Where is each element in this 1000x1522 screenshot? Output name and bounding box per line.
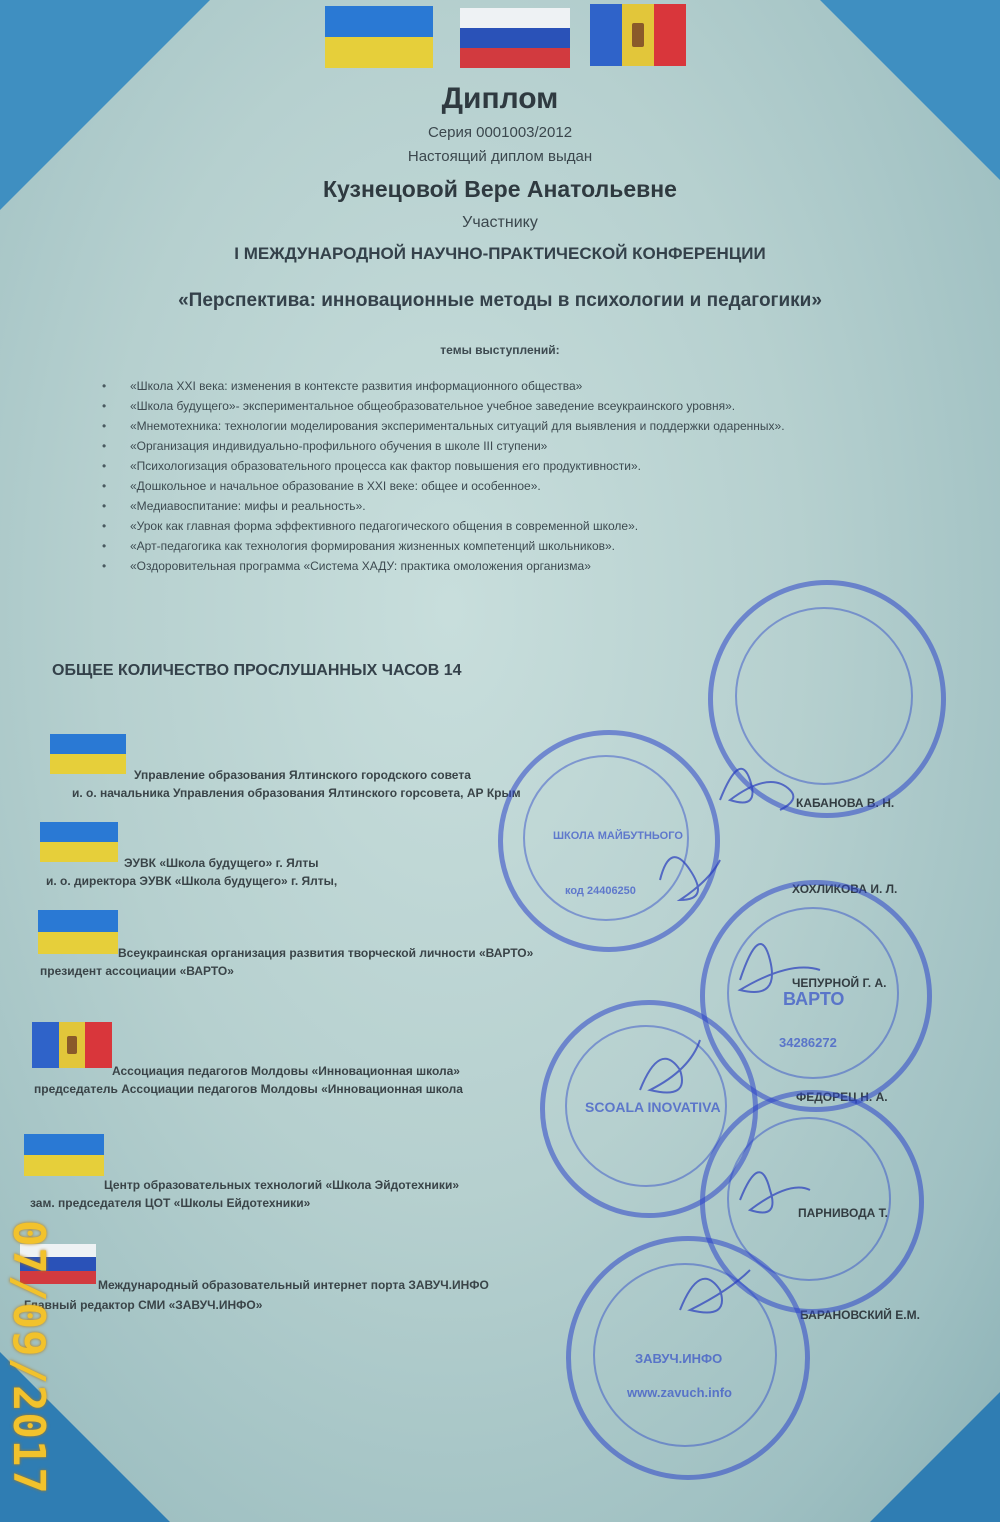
stamp-text: www.zavuch.info	[627, 1385, 732, 1400]
signatory-position: и. о. директора ЭУВК «Школа будущего» г. Ялты,	[46, 874, 338, 888]
signatory-name: ХОХЛИКОВА И. Л.	[792, 882, 898, 896]
signatory-position: президент ассоциации «ВАРТО»	[40, 964, 234, 978]
list-item: • «Психологизация образовательного процесса как фактор повышения его продуктивности».	[112, 458, 932, 475]
signatory-position: и. о. начальника Управления образования Ялтинского горсовета, АР Крым	[72, 786, 521, 800]
list-item: • «Школа XXI века: изменения в контексте развития информационного общества»	[112, 378, 932, 395]
signatory-name: БАРАНОВСКИЙ Е.М.	[800, 1308, 920, 1322]
signatory-org: Центр образовательных технологий «Школа Эйдотехники»	[104, 1178, 459, 1192]
topics-list	[112, 378, 932, 578]
list-item: • «Урок как главная форма эффективного педагогического общения в современной школе».	[112, 518, 932, 535]
signatory-org: Всеукраинская организация развития творческой личности «ВАРТО»	[118, 946, 534, 960]
signatory-org: Ассоциация педагогов Молдовы «Инновационная школа»	[112, 1064, 460, 1078]
ukraine-flag-icon	[40, 822, 118, 862]
russia-flag-icon	[460, 8, 570, 68]
signatory-org: Управление образования Ялтинского городского совета	[134, 768, 471, 782]
seal-stamp-school	[498, 730, 720, 952]
issued-to-label: Настоящий диплом выдан	[407, 148, 593, 165]
stamp-text: ВАРТО	[783, 989, 845, 1009]
list-item: • «Организация индивидуально-профильного обучения в школе III ступени»	[112, 438, 932, 455]
ukraine-flag-icon	[325, 6, 433, 68]
corner-decoration-bottom-right	[870, 1392, 1000, 1522]
photo-date-stamp	[2, 1220, 62, 1495]
topics-heading: темы выступлений:	[440, 343, 560, 357]
list-item: • «Дошкольное и начальное образование в XXI веке: общее и особенное».	[112, 478, 932, 495]
signatory-position: председатель Ассоциации педагогов Молдовы «Инновационная школа	[34, 1082, 463, 1096]
signatory-org: ЭУВК «Школа будущего» г. Ялты	[124, 856, 319, 870]
signatory-name: ФЕДОРЕЦ Н. А.	[796, 1090, 888, 1104]
signatory-name: ЧЕПУРНОЙ Г. А.	[792, 976, 887, 990]
ukraine-flag-icon	[50, 734, 126, 774]
list-item: • «Школа будущего»- экспериментальное общеобразовательное учебное заведение всеукраинского уровня».	[112, 398, 932, 415]
conference-title: «Перспектива: инновационные методы в психологии и педагогики»	[178, 290, 822, 311]
stamp-text: код 24406250	[565, 885, 636, 897]
conference-name: I МЕЖДУНАРОДНОЙ НАУЧНО-ПРАКТИЧЕСКОЙ КОНФЕРЕНЦИИ	[234, 244, 766, 263]
signatory-name: КАБАНОВА В. Н.	[796, 796, 895, 810]
ukraine-flag-icon	[24, 1134, 104, 1176]
signatory-position: зам. председателя ЦОТ «Школы Ейдотехники»	[30, 1196, 311, 1210]
signatory-name: ПАРНИВОДА Т.	[798, 1206, 888, 1220]
stamp-text: ШКОЛА МАЙБУТНЬОГО	[553, 830, 683, 842]
stamp-text: 34286272	[779, 1035, 837, 1050]
moldova-flag-icon	[590, 4, 686, 66]
total-hours: ОБЩЕЕ КОЛИЧЕСТВО ПРОСЛУШАННЫХ ЧАСОВ 14	[52, 662, 462, 679]
moldova-flag-icon	[32, 1022, 112, 1068]
stamp-text: SCOALA INOVATIVA	[585, 1099, 721, 1115]
list-item: • «Мнемотехника: технологии моделирования экспериментальных ситуаций для выявления и поддержки одаренных».	[112, 418, 932, 435]
list-item: • «Оздоровительная программа «Система ХАДУ: практика омоложения организма»	[112, 558, 932, 575]
diploma-series: Серия 0001003/2012	[427, 124, 573, 141]
list-item: • «Арт-педагогика как технология формирования жизненных компетенций школьников».	[112, 538, 932, 555]
diploma-title: Диплом	[441, 82, 559, 115]
seal-stamp-zavuch	[566, 1236, 810, 1480]
list-item: • «Медиавоспитание: мифы и реальность».	[112, 498, 932, 515]
ukraine-flag-icon	[38, 910, 118, 954]
signatory-position: Главный редактор СМИ «ЗАВУЧ.ИНФО»	[24, 1298, 263, 1312]
signatory-org: Международный образовательный интернет порта ЗАВУЧ.ИНФО	[98, 1278, 489, 1292]
recipient-name: Кузнецовой Вере Анатольевне	[323, 176, 677, 202]
stamp-text: ЗАВУЧ.ИНФО	[635, 1351, 723, 1366]
recipient-role: Участнику	[462, 214, 538, 231]
photo-date-text: 07/09/2017	[3, 1220, 54, 1495]
seal-stamp-methodical-cabinet	[708, 580, 946, 818]
